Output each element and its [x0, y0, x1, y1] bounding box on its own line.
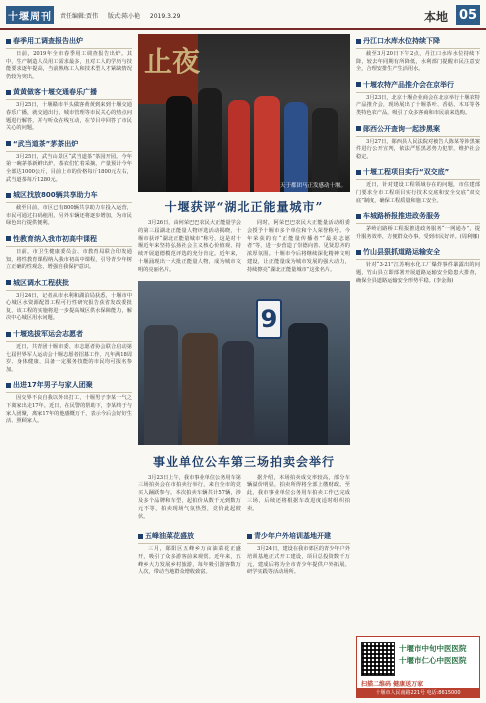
bullet-square-icon: [6, 383, 11, 388]
brief-title: 城区找放800辆共享助力车: [6, 188, 132, 203]
news-brief: [356, 245, 480, 285]
paper-logo: 十堰周刊: [6, 6, 54, 24]
page-header: [0, 0, 486, 30]
news-brief: [138, 529, 241, 576]
photo-caption: 天于都团马正发感动十堰。: [279, 183, 346, 189]
article-body: [138, 220, 350, 275]
bidding-paddle: 9: [256, 299, 282, 339]
news-brief: [356, 165, 480, 205]
bullet-square-icon: [356, 170, 361, 175]
brief-title: 竹山县狠抓道路运输安全: [356, 245, 480, 260]
left-column: [6, 34, 132, 698]
person-figure: [144, 325, 178, 445]
bullet-square-icon: [6, 193, 11, 198]
award-ceremony-photo: [138, 34, 350, 192]
ad-address-bar: 十堰市人民南路221号 电话:8615000: [357, 688, 479, 697]
brief-title: “武当道茶”茅茶出炉: [6, 137, 132, 152]
article-body: [138, 475, 350, 522]
person-figure: [288, 323, 328, 445]
hospital-advertisement: [356, 636, 480, 698]
bullet-square-icon: [6, 39, 11, 44]
bullet-square-icon: [6, 236, 11, 241]
brief-body: 日前，2019年全市春季用工调查报告出炉。其中，生产制造人员用工需求最多，且对工人的学历与技能要求逐年提高，当前熟练工人和技术型人才紧缺情况仍较为突出。: [6, 51, 132, 80]
brief-title: 城区调水工程获批: [6, 276, 132, 291]
ad-hospital-name: 十堰市中旬中医医院: [399, 644, 467, 653]
brief-title: 五峰油菜花盛放: [138, 529, 241, 544]
person-figure: [254, 96, 280, 192]
news-brief: [247, 529, 350, 576]
person-figure: [284, 102, 308, 192]
news-brief: [6, 276, 132, 323]
brief-body: 近日，针对建设工程领域存在的问题，市住建部门要求全市工程项目实行技术交底和安全交底“双交底”制度，确保工程质量和施工安全。: [356, 182, 480, 204]
brief-body: 截至目前，市区已有800辆共享助力车投入运营，市民可通过扫码租用，另外车辆还将逐步增加，为市民绿色出行提供便利。: [6, 205, 132, 227]
person-figure: [182, 333, 218, 445]
editor-credit: 责任编辑:贾伟: [60, 13, 99, 20]
article-text-column: 同时，阿荣巴巴农民大正能量活动组委会授予十堰市多个单位和个人荣誉称号。今年荣获的有“正能量传播者”“最美志愿者”等，进一步营造了崇德向善、见贤思齐的浓厚氛围。十堰市今后将继续深化精神文明建设，让正能量成为城市发展的强大动力，持续擦亮“湖北正能量城市”这张名片。: [247, 220, 350, 273]
ad-hospital-name: 十堰市仁心中医医院: [399, 656, 467, 665]
bullet-square-icon: [6, 141, 11, 146]
article-headline: 事业单位公车第三场拍卖会举行: [152, 454, 335, 469]
brief-body: 3月25日，十堰赣市半头做客黄黄到来到十堰交通春乐广播，就交通出行、城市管理等市民关心的热点问题进行解答，并与听众在线互动，在节目中回答了市民关心的问题。: [6, 102, 132, 132]
brief-title: 丹江口水库水位持续下降: [356, 34, 480, 49]
bullet-square-icon: [356, 214, 361, 219]
bullet-square-icon: [356, 250, 361, 255]
brief-body: 3月27日，郧西县人民法院对被告人陈某等涉黑案件进行公开宣判，依法严惩黑恶势力犯罪，维护社会稳定。: [356, 138, 480, 160]
brief-title: 青少年户外培训基地开建: [247, 529, 350, 544]
article-text-column: 3月26日，由何荣巴巴农民大正能量学会的第三届湖北正能量人物评选活动揭晓，十堰市获评“湖北正能量城市”称号，这是对十堰近年来坚持弘扬社会主义核心价值观、持续开展道德模范评选的充分肯定。近年来，十堰涌现出一大批正能量人物，成为城市文明的亮丽名片。: [138, 220, 241, 273]
section-title: 本地: [423, 10, 448, 24]
news-brief: [6, 232, 132, 272]
bullet-square-icon: [356, 82, 361, 87]
brief-body: 因交界不良自我以外出打工，十堰男子李某一气之下离家出走17年。近日，在民警的帮助下，李某终于与家人团聚，离家17年的他感慨万千，表示今后会好好生活、照顾家人。: [6, 395, 132, 425]
brief-title: 十堰农特产品推介会在京举行: [356, 78, 480, 93]
brief-title: 黄黄做客十堰交通春乐广播: [6, 85, 132, 100]
header-meta: [60, 11, 188, 20]
brief-body: 截至3月20日下午2点，丹江口水库水位持续下降，较去年同期有所降低，水利部门提醒市民注意安全，合理安排生产生活用水。: [356, 51, 480, 73]
bullet-square-icon: [356, 126, 361, 131]
brief-body: 三月，郧阳区五峰乡万亩油菜花正盛开，吸引了众多游客前来观赏。近年来，五峰乡大力发展乡村旅游，每年吸引游客数万人次，带动当地群众增收致富。: [138, 546, 241, 576]
news-brief: [6, 327, 132, 374]
article-text-column: 据介绍，本场拍卖成交率较高，部分车辆溢价明显，拍卖所得将全部上缴财政。至此，我市事业单位公务用车拍卖工作已完成三场，后续还将根据车改进度适时组织拍卖。: [247, 474, 350, 512]
article-headline: 十堰获评“湖北正能量城市”: [164, 200, 324, 214]
brief-title: 春季用工调查报告出炉: [6, 34, 132, 49]
qr-code-icon[interactable]: [361, 642, 395, 676]
brief-body: 日前，市卫生健康委员会、市教育局联合印发通知，将性教育课程纳入我市初高中课程，引导青少年树立正确的性观念，增强自我保护意识。: [6, 248, 132, 271]
person-figure: [222, 341, 254, 445]
article-text-column: 3月23日上午，我市事业单位公务用车第三场拍卖会在市拍卖行举行，来自全市的竞买人踊跃参与。本次拍卖车辆共计57辆，涉及多个品牌和车型，起拍价从数千元到数万元不等，拍卖现场气氛热烈，竞价此起彼伏。: [138, 474, 241, 520]
page-number: 05: [456, 5, 480, 25]
stage-backdrop-text: 止夜: [144, 45, 201, 78]
person-figure: [228, 100, 250, 192]
brief-title: 郧西公开查询一起涉黑案: [356, 122, 480, 137]
news-brief: [356, 78, 480, 118]
bullet-square-icon: [138, 534, 143, 539]
brief-title: 出进17年男子与家人团聚: [6, 378, 132, 393]
ad-slogan: 扫描二维码 健康送万家: [361, 681, 424, 688]
brief-body: 茅岭启路桥工程报推进政务服务“一网通办”，提升服务效率，方便群众办事，受到市民好评。(周利娜): [356, 226, 480, 240]
brief-body: 3月24日，建设在我市郊区的青少年户外培训基地正式开工建设，项目总投资数千万元，建成后将为全市青少年提供户外拓展、研学实践等活动场所。: [247, 546, 350, 576]
news-brief: [6, 378, 132, 425]
right-column: [356, 34, 480, 698]
brief-title: 性教育纳入我市初高中课程: [6, 232, 132, 247]
middle-column: [138, 34, 350, 698]
bullet-square-icon: [356, 39, 361, 44]
person-figure: [166, 96, 192, 192]
issue-date: 2019.3.29: [149, 13, 181, 20]
brief-body: 3月24日，记者从市水利和湖泊局获悉，十堰市中心城区水资源配置工程可行性研究报告获省发改委批复，该工程的实施将进一步提高城区供水保障能力，解决中心城区用水问题。: [6, 292, 132, 322]
person-figure: [312, 108, 338, 192]
news-brief: [6, 137, 132, 184]
news-brief: [6, 188, 132, 228]
brief-title: 十堰选拔军运会志愿者: [6, 327, 132, 342]
person-figure: [198, 88, 222, 192]
brief-body: 近日，共青团十堰市委、市志愿者协会联合启动第七届世界军人运动会十堰志愿者招募工作，凡年满18周岁、身体健康、具备一定服务技能的市民均可报名参加。: [6, 344, 132, 373]
brief-body: 3月25日，武当山景区“武当道茶”茶园开园。今年第一碗茅茶新鲜出炉，茶农们忙着采摘，产量预计今年全部达1000公斤，目前上市的价格每斤1800元左右，武当道茶每斤1280元。: [6, 153, 132, 183]
news-brief: [356, 122, 480, 162]
news-brief: [6, 85, 132, 132]
brief-body: 3月23日，北京十堰企业商会在北京举行十堰农特产品推介会，现场展出了十堰茶叶、香菇、木耳等各类特色农产品，吸引了众多客商和市民前来选购。: [356, 94, 480, 116]
designer-credit: 版式:陈小艳: [107, 13, 140, 20]
bullet-square-icon: [6, 280, 11, 285]
auction-photo: [138, 281, 350, 445]
bullet-square-icon: [6, 332, 11, 337]
bullet-square-icon: [247, 534, 252, 539]
bullet-square-icon: [6, 90, 11, 95]
news-brief: [356, 34, 480, 74]
brief-title: 车城路桥报推进政务服务: [356, 209, 480, 224]
brief-body: 针对“3·21”江苏响水化工厂爆炸事件暴露出的问题，竹山县立即部署开展道路运输安全隐患大排查，确保全县道路运输安全形势平稳。(李金海): [356, 262, 480, 284]
bottom-briefs: [138, 529, 350, 580]
news-brief: [6, 34, 132, 81]
brief-title: 十堰工程项目实行“双交底”: [356, 165, 480, 180]
news-brief: [356, 209, 480, 241]
